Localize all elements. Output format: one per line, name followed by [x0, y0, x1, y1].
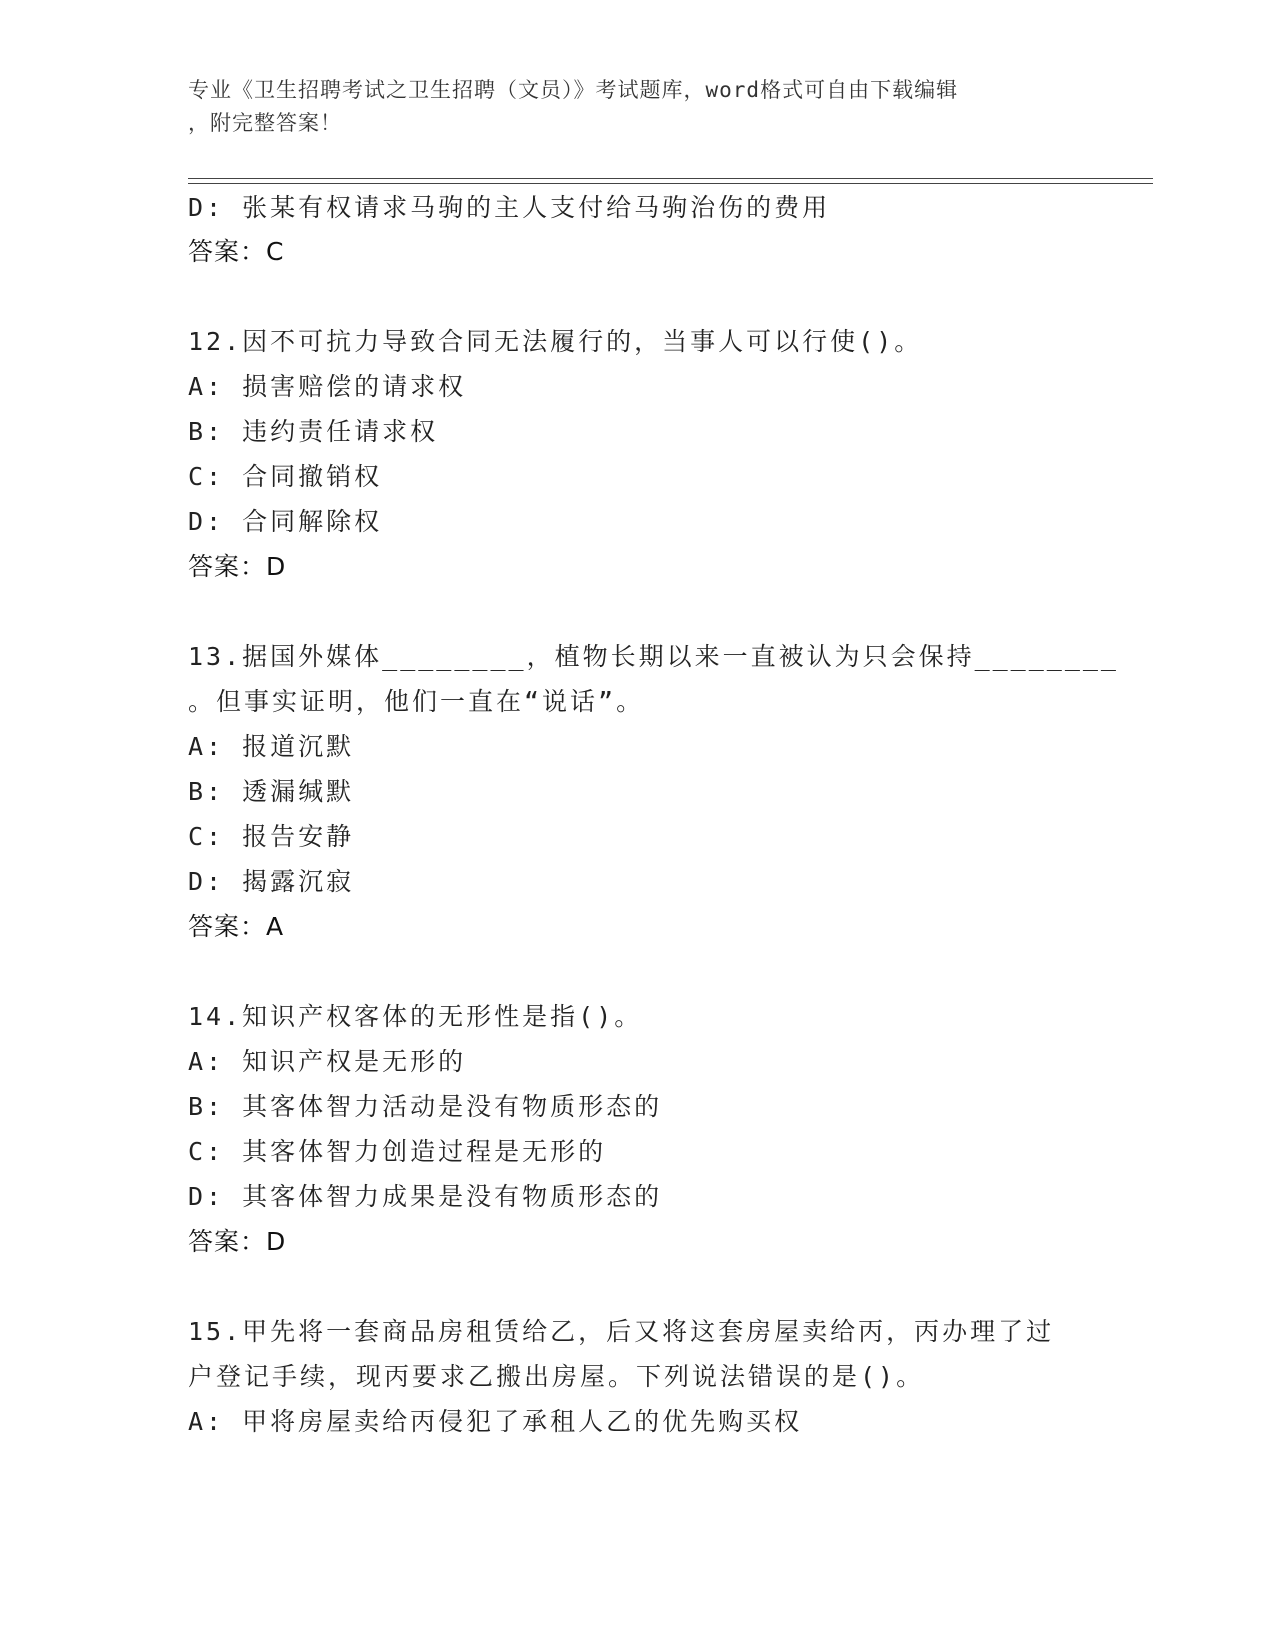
q14-option-c: C: 其客体智力创造过程是无形的	[188, 1137, 607, 1166]
q13-option-b: B: 透漏缄默	[188, 777, 355, 806]
q13-option-a: A: 报道沉默	[188, 732, 355, 761]
q12-option-a: A: 损害赔偿的请求权	[188, 372, 467, 401]
q12-option-c: C: 合同撤销权	[188, 462, 383, 491]
q15-question-line-2: 户登记手续，现丙要求乙搬出房屋。下列说法错误的是()。	[188, 1362, 925, 1391]
q12-option-d: D: 合同解除权	[188, 507, 383, 536]
q14-question: 14.知识产权客体的无形性是指()。	[188, 1002, 643, 1031]
q14-option-b: B: 其客体智力活动是没有物质形态的	[188, 1092, 663, 1121]
q12-answer: 答案：D	[188, 552, 287, 581]
q13-question-line-2: 。但事实证明，他们一直在“说话”。	[188, 687, 645, 716]
q14-option-a: A: 知识产权是无形的	[188, 1047, 467, 1076]
q13-option-d: D: 揭露沉寂	[188, 867, 355, 896]
q13-option-c: C: 报告安静	[188, 822, 355, 851]
q15-question-line-1: 15.甲先将一套商品房租赁给乙，后又将这套房屋卖给丙，丙办理了过	[188, 1317, 1055, 1346]
q14-option-d: D: 其客体智力成果是没有物质形态的	[188, 1182, 663, 1211]
q12-option-b: B: 违约责任请求权	[188, 417, 439, 446]
q13-answer: 答案：A	[188, 912, 285, 941]
q14-answer: 答案：D	[188, 1227, 287, 1256]
q12-question: 12.因不可抗力导致合同无法履行的，当事人可以行使()。	[188, 327, 923, 356]
q11-option-d: D: 张某有权请求马驹的主人支付给马驹治伤的费用	[188, 193, 831, 222]
q15-option-a: A: 甲将房屋卖给丙侵犯了承租人乙的优先购买权	[188, 1407, 803, 1436]
q11-answer: 答案：C	[188, 237, 285, 266]
header-divider-top	[188, 178, 1153, 179]
header-line-1: 专业《卫生招聘考试之卫生招聘（文员）》考试题库，word格式可自由下载编辑	[188, 78, 959, 102]
document-header	[188, 74, 1088, 140]
header-line-2: ，附完整答案！	[188, 111, 342, 135]
header-divider-bottom	[188, 183, 1153, 184]
q13-question-line-1: 13.据国外媒体________，植物长期以来一直被认为只会保持________	[188, 642, 1119, 671]
